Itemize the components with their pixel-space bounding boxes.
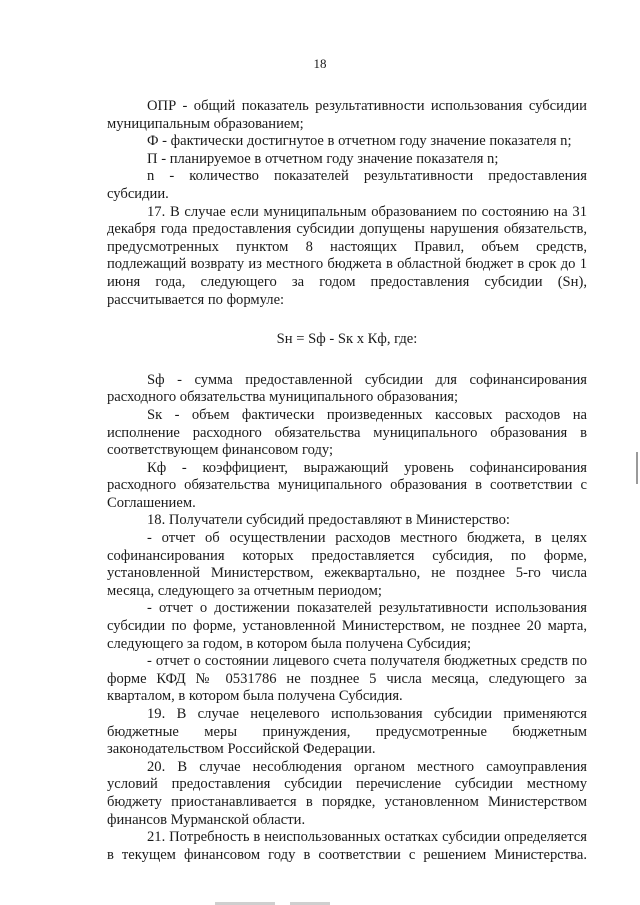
scan-edge-mark (636, 452, 638, 484)
clause-18: 18. Получатели субсидий предоставляют в Министерство: (147, 512, 510, 529)
clause-20: 20. В случае несоблюдения органом местного самоуправления условий предоставления субсидии перечисление субсидии местному бюджету приостанавливается в порядке, установленном Министерством финансов Мурманской области. (107, 758, 587, 828)
document-body (107, 98, 587, 864)
definition-kf: Кф - коэффициент, выражающий уровень софинансирования расходного обязательства муниципального образования в соответствии с Соглашением. (107, 459, 587, 511)
formula: Sн = Sф - Sк x Кф, где: (276, 331, 418, 348)
clause-17: 17. В случае если муниципальным образованием по состоянию на 31 декабря года предоставления субсидии допущены нарушения обязательств, предусмотренных пунктом 8 настоящих Правил, объем средств, подлежащий возврату из местного бюджета в областной бюджет в срок до 1 июня года, следующего за годом предоставления субсидии (Sн), рассчитывается по формуле: (107, 203, 587, 308)
clause-19: 19. В случае нецелевого использования субсидии применяются бюджетные меры принуждения, предусмотренные бюджетным законодательством Российской Федерации. (107, 706, 587, 758)
definition-f: Ф - фактически достигнутое в отчетном году значение показателя n; (147, 133, 572, 150)
clause-18-item-2: - отчет о достижении показателей результативности использования субсидии по форме, установленной Министерством, не позднее 20 марта, следующего за годом, в котором была получена Субсидия; (107, 600, 587, 652)
clause-21: 21. Потребность в неиспользованных остатках субсидии определяется в текущем финансовом году в соответствии с решением Министерства. (107, 829, 587, 863)
definition-n: n - количество показателей результативности предоставления субсидии. (107, 168, 587, 202)
definition-p: П - планируемое в отчетном году значение показателя n; (147, 150, 499, 167)
clause-18-item-3: - отчет о состоянии лицевого счета получателя бюджетных средств по форме КФД № 0531786 не позднее 5 числа месяца, следующего за кварталом, в котором была получена Субсидия. (107, 653, 587, 705)
definition-opr: ОПР - общий показатель результативности использования субсидии муниципальным образованием; (107, 98, 587, 132)
clause-18-item-1: - отчет об осуществлении расходов местного бюджета, в целях софинансирования которых предоставляется субсидия, по форме, установленной Министерством, ежеквартально, не позднее 5-го числа месяца, следующего за отчетным периодом; (107, 530, 587, 599)
definition-sk: Sк - объем фактически произведенных кассовых расходов на исполнение расходного обязательства муниципального образования в соответствующем финансовом году; (107, 406, 587, 459)
page-number: 18 (313, 56, 327, 71)
definition-sf: Sф - сумма предоставленной субсидии для софинансирования расходного обязательства муниципального образования; (107, 371, 587, 406)
